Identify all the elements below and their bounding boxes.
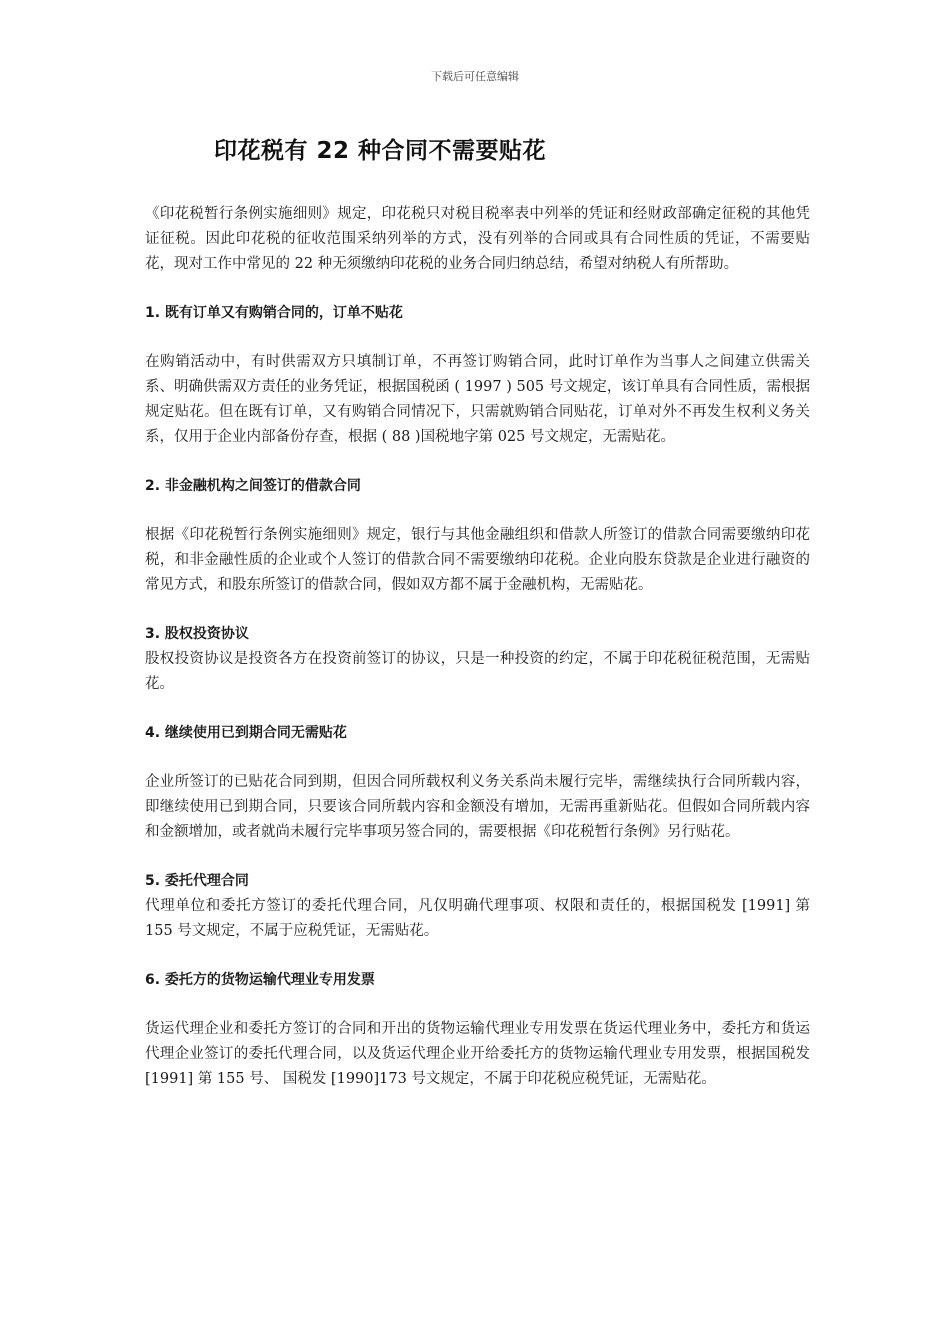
document-body: [145, 202, 810, 1092]
section-6-body: 货运代理企业和委托方签订的合同和开出的货物运输代理业专用发票在货运代理业务中，委托方和货运代理企业签订的委托代理合同，以及货运代理企业开给委托方的货物运输代理业专用发票，根据国税发 [1991] 第 155 号、 国税发 [1990]173 号文规定，不属于印花税应税凭证，无需贴花。: [145, 1021, 810, 1087]
section-3-body: 股权投资协议是投资各方在投资前签订的协议，只是一种投资的约定，不属于印花税征税范围，无需贴花。: [145, 651, 810, 692]
section-5-heading: 5. 委托代理合同: [145, 873, 249, 889]
section-2-heading: 2. 非金融机构之间签订的借款合同: [145, 478, 361, 494]
section-3-heading: 3. 股权投资协议: [145, 626, 249, 642]
section-5-body: 代理单位和委托方签订的委托代理合同，凡仅明确代理事项、权限和责任的，根据国税发 [1991] 第 155 号文规定，不属于应税凭证，无需贴花。: [145, 898, 810, 939]
page-header-note: 下载后可任意编辑: [431, 70, 519, 83]
section-1-body: 在购销活动中，有时供需双方只填制订单，不再签订购销合同，此时订单作为当事人之间建立供需关系、明确供需双方责任的业务凭证，根据国税函 ( 1997 ) 505 号文规定，该订单具有合同性质，需根据规定贴花。但在既有订单，又有购销合同情况下，只需就购销合同贴花，订单对外不再发生权利义务关系，仅用于企业内部备份存查，根据 ( 88 )国税地字第 025 号文规定，无需贴花。: [145, 354, 810, 445]
document-title: 印花税有 22 种合同不需要贴花: [214, 138, 547, 164]
section-4-heading: 4. 继续使用已到期合同无需贴花: [145, 725, 347, 741]
section-2-body: 根据《印花税暂行条例实施细则》规定，银行与其他金融组织和借款人所签订的借款合同需要缴纳印花税，和非金融性质的企业或个人签订的借款合同不需要缴纳印花税。企业向股东贷款是企业进行融资的常见方式，和股东所签订的借款合同，假如双方都不属于金融机构，无需贴花。: [145, 527, 810, 593]
section-4-body: 企业所签订的已贴花合同到期，但因合同所载权利义务关系尚未履行完毕，需继续执行合同所载内容，即继续使用已到期合同，只要该合同所载内容和金额没有增加，无需再重新贴花。但假如合同所载内容和金额增加，或者就尚未履行完毕事项另签合同的，需要根据《印花税暂行条例》另行贴花。: [145, 774, 810, 840]
section-1-heading: 1. 既有订单又有购销合同的，订单不贴花: [145, 305, 403, 321]
intro-paragraph: 《印花税暂行条例实施细则》规定，印花税只对税目税率表中列举的凭证和经财政部确定征税的其他凭证征税。因此印花税的征收范围采纳列举的方式，没有列举的合同或具有合同性质的凭证，不需要贴花，现对工作中常见的 22 种无须缴纳印花税的业务合同归纳总结，希望对纳税人有所帮助。: [145, 206, 810, 272]
section-6-heading: 6. 委托方的货物运输代理业专用发票: [145, 972, 375, 988]
